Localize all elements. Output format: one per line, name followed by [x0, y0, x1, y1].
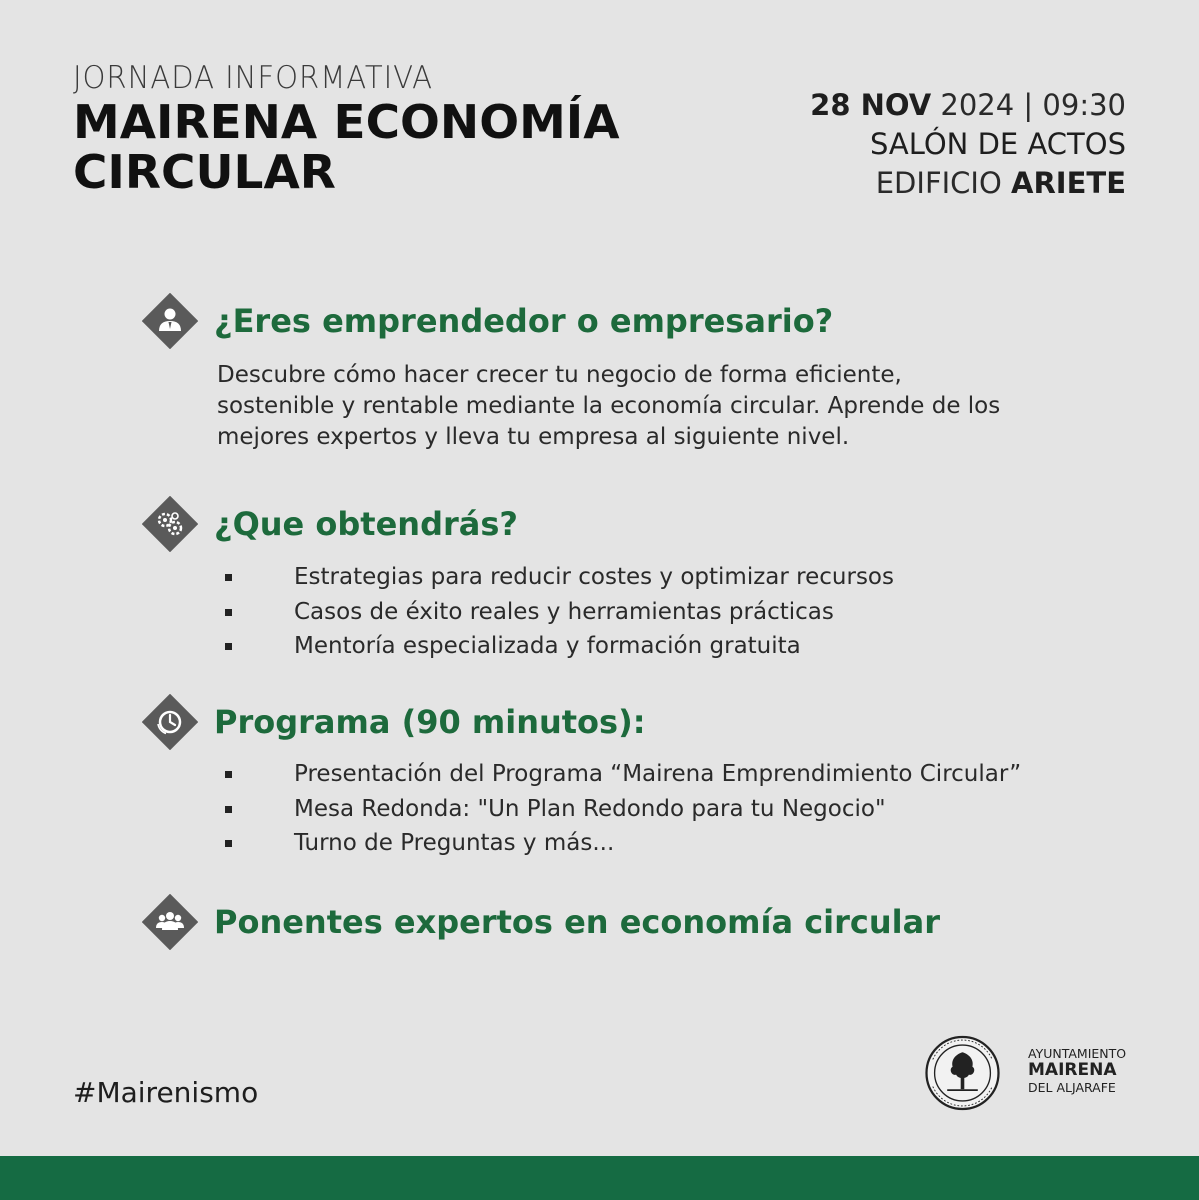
event-title-line1: MAIRENA ECONOMÍA	[73, 95, 620, 149]
venue-building-label: EDIFICIO	[875, 166, 1002, 200]
event-details	[810, 86, 1126, 203]
section-title: ¿Eres emprendedor o empresario?	[214, 302, 834, 340]
bullet	[225, 771, 232, 778]
gears-icon	[142, 496, 198, 552]
bullet	[225, 609, 232, 616]
list-item	[225, 792, 1021, 827]
logo-line2: MAIRENA	[1028, 1060, 1117, 1080]
section-title: Programa (90 minutos):	[214, 703, 646, 741]
event-title-line2: CIRCULAR	[73, 145, 336, 199]
list-item-text: Presentación del Programa “Mairena Emprendimiento Circular”	[294, 761, 1022, 787]
list-item-text: Mentoría especializada y formación gratuita	[294, 633, 801, 659]
list-item	[225, 757, 1021, 792]
logo-wordmark	[1028, 1046, 1126, 1095]
list-item-text: Estrategias para reducir costes y optimizar recursos	[294, 564, 894, 590]
section-title: Ponentes expertos en economía circular	[214, 903, 940, 941]
municipal-seal-logo	[922, 1028, 1012, 1118]
program-list	[225, 757, 1021, 861]
list-item	[225, 826, 1021, 861]
event-date-day: 28 NOV	[810, 88, 932, 122]
event-kicker: JORNADA INFORMATIVA	[73, 60, 434, 96]
event-date	[810, 86, 1126, 125]
header-title-block	[73, 60, 620, 199]
section-title: ¿Que obtendrás?	[214, 505, 518, 543]
bullet	[225, 840, 232, 847]
list-item-text: Turno de Preguntas y más...	[294, 830, 615, 856]
clock-icon	[142, 694, 198, 750]
event-date-year-time: 2024 | 09:30	[940, 88, 1126, 122]
section-paragraph: Descubre cómo hacer crecer tu negocio de forma eficiente, sostenible y rentable mediante la economía circular. Aprende de los mejores expertos y lleva tu empresa al siguiente nivel.	[217, 362, 1001, 450]
bullet	[225, 806, 232, 813]
person-icon	[142, 293, 198, 349]
list-item	[225, 560, 894, 595]
list-item-text: Mesa Redonda: "Un Plan Redondo para tu Negocio"	[294, 795, 886, 822]
hashtag: #Mairenismo	[73, 1076, 259, 1109]
bullet	[225, 643, 232, 650]
benefits-list	[225, 560, 894, 664]
footer-bar	[0, 1156, 1199, 1200]
logo-line3: DEL ALJARAFE	[1028, 1080, 1116, 1095]
list-item	[225, 629, 894, 664]
event-venue-line1: SALÓN DE ACTOS	[869, 127, 1126, 161]
list-item	[225, 595, 894, 630]
logo-line1: AYUNTAMIENTO	[1028, 1046, 1127, 1061]
event-venue-line2	[810, 164, 1126, 203]
list-item-text: Casos de éxito reales y herramientas prácticas	[294, 598, 834, 625]
group-icon	[142, 894, 198, 950]
venue-building-name: ARIETE	[1011, 166, 1126, 200]
bullet	[225, 574, 232, 581]
